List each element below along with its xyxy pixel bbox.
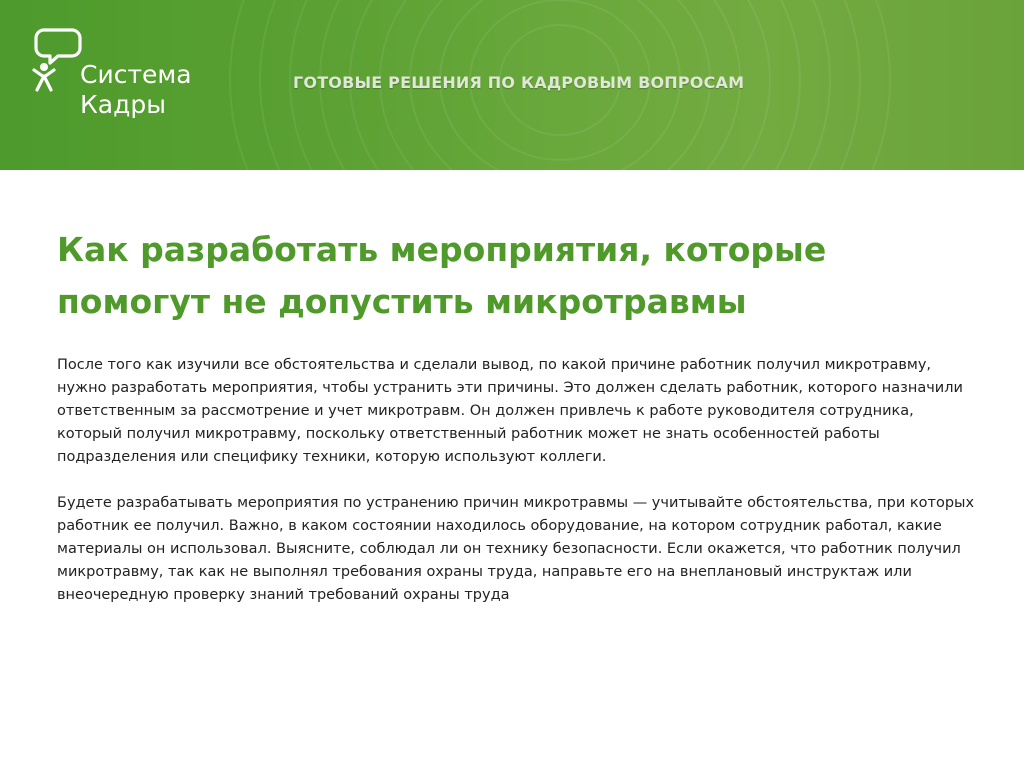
header-banner	[0, 0, 1024, 170]
slide-title: Как разработать мероприятия, которые помогут не допустить микротравмы	[57, 230, 827, 321]
slide-body	[57, 354, 977, 630]
logo-line-2: Кадры	[80, 90, 166, 119]
logo-icon	[30, 26, 82, 96]
header-tagline: ГОТОВЫЕ РЕШЕНИЯ ПО КАДРОВЫМ ВОПРОСАМ	[293, 73, 745, 92]
logo-line-1: Система	[80, 60, 192, 89]
logo-text	[80, 60, 192, 120]
body-paragraph-2: Будете разрабатывать мероприятия по устранению причин микротравмы — учитывайте обстоятельства, при которых работник ее получил. Важно, в каком состоянии находилось оборудование, на котором сотрудник работал, какие материалы он использовал. Выясните, соблюдал ли он технику безопасности. Если окажется, что работник получил микротравму, так как не выполнял требования охраны труда, направьте его на внеплановый инструктаж или внеочередную проверку знаний требований охраны труда	[57, 495, 975, 603]
body-paragraph-1: После того как изучили все обстоятельства и сделали вывод, по какой причине работник получил микротравму, нужно разработать мероприятия, чтобы устранить эти причины. Это должен сделать работник, которого назначили ответственным за рассмотрение и учет микротравм. Он должен привлечь к работе руководителя сотрудника, который получил микротравму, поскольку ответственный работник может не знать особенностей работы подразделения или специфику техники, которую используют коллеги.	[57, 357, 963, 465]
